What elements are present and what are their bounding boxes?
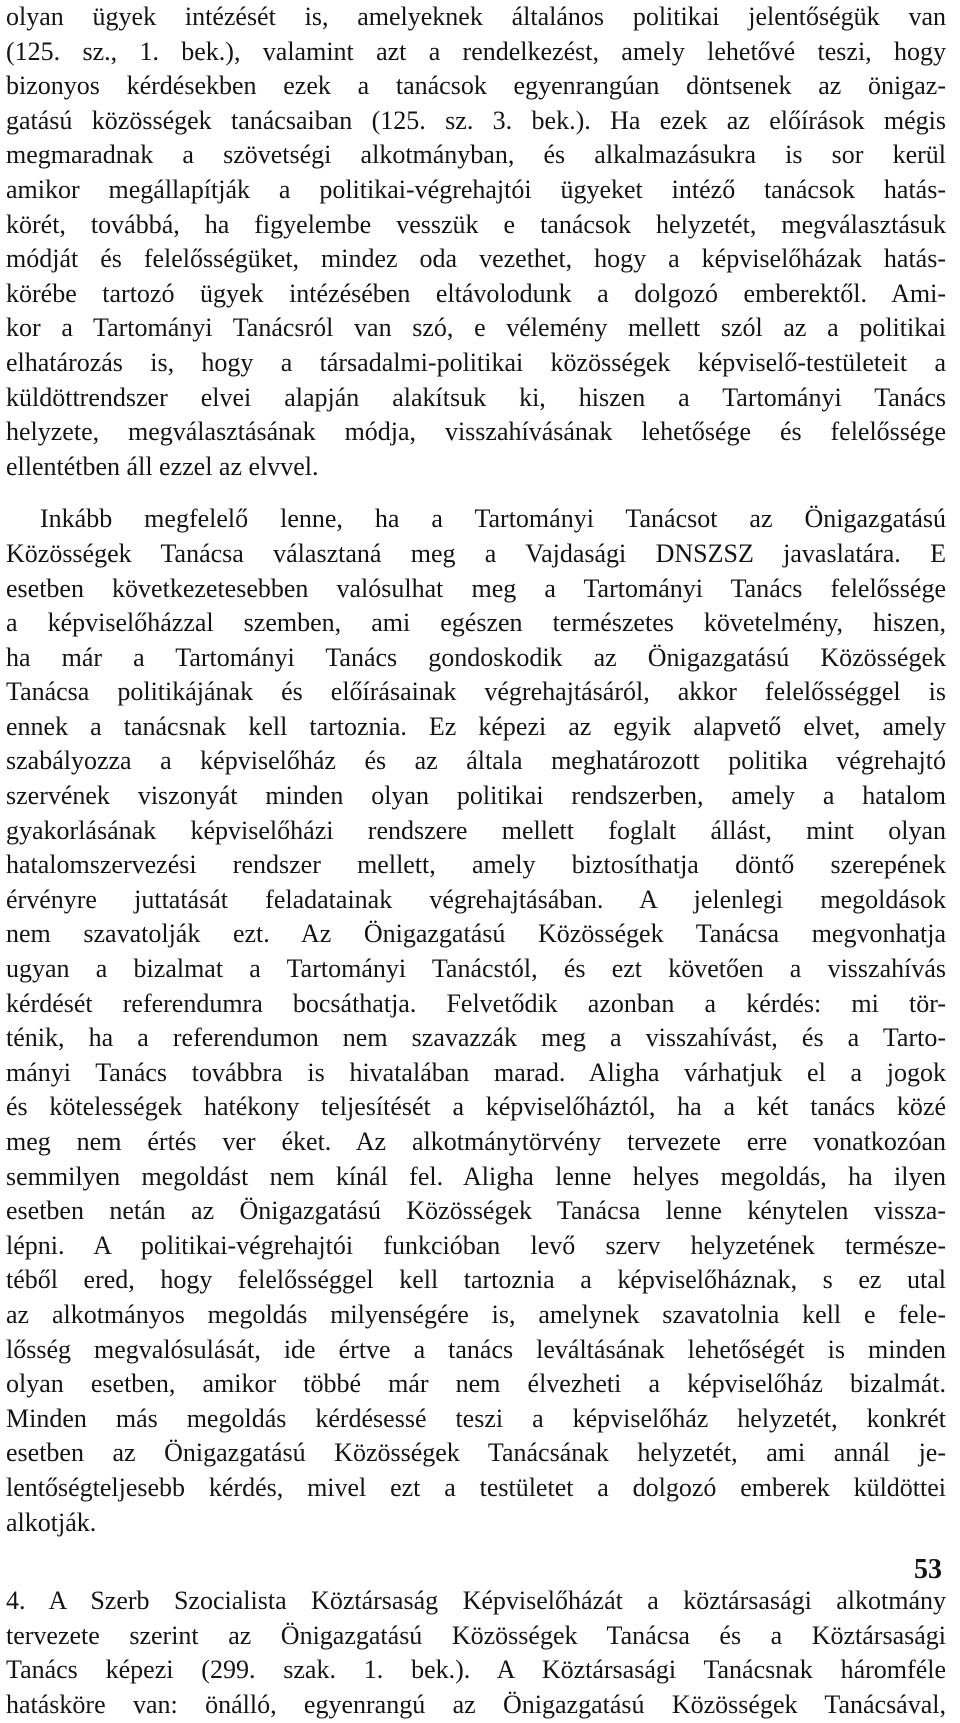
text-line: olyan esetben, amikor többé már nem élvezheti a képviselőház bizalmát. <box>6 1369 946 1399</box>
text-line: (125. sz., 1. bek.), valamint azt a rendelkezést, amely lehetővé teszi, hogy <box>6 36 946 66</box>
text-line: Közösségek Tanácsa választaná meg a Vajdasági DNSZSZ javaslatára. E <box>6 538 946 568</box>
text-line: ennek a tanácsnak kell tartoznia. Ez képezi az egyik alapvető elvet, amely <box>6 711 946 741</box>
text-line: Inkább megfelelő lenne, ha a Tartományi Tanácsot az Önigazgatású <box>40 504 946 534</box>
paragraph-2 <box>6 502 946 1540</box>
text-line: bizonyos kérdésekben ezek a tanácsok egyenrangúan döntsenek az önigaz- <box>6 71 946 101</box>
text-line: lépni. A politikai-végrehajtói funkcióban levő szerv helyzetének természe- <box>6 1230 946 1260</box>
text-line: küldöttrendszer elvei alapján alakítsuk ki, hiszen a Tartományi Tanács <box>6 382 946 412</box>
text-line: tervezete szerint az Önigazgatású Közösségek Tanácsa és a Köztársasági <box>6 1620 946 1650</box>
text-line: esetben netán az Önigazgatású Közösségek Tanácsa lenne kénytelen vissza- <box>6 1196 946 1226</box>
text-line: körét, továbbá, ha figyelembe vesszük e tanácsok helyzetét, megválasztásuk <box>6 209 946 239</box>
text-line: amikor megállapítják a politikai-végrehajtói ügyeket intéző tanácsok hatás- <box>6 174 946 204</box>
text-line: érvényre juttatását feladatainak végrehajtásában. A jelenlegi megoldások <box>6 884 946 914</box>
text-line: ténik, ha a referendumon nem szavazzák meg a visszahívást, és a Tarto- <box>6 1023 946 1053</box>
text-line: Tanácsa politikájának és előírásainak végrehajtásáról, akkor felelősséggel is <box>6 677 946 707</box>
text-line: olyan ügyek intézését is, amelyeknek általános politikai jelentőségük van <box>6 2 946 31</box>
text-line: elhatározás is, hogy a társadalmi-politikai közösségek képviselő-testületeit a <box>6 347 946 377</box>
document-page <box>6 0 946 1723</box>
text-line: alkotják. <box>6 1507 97 1537</box>
text-line: mányi Tanács továbbra is hivatalában marad. Aligha várhatjuk el a jogok <box>6 1057 946 1087</box>
text-line: hatásköre van: önálló, egyenrangú az Önigazgatású Közösségek Tanácsával, <box>6 1689 946 1719</box>
text-line: a képviselőházzal szemben, ami egészen természetes követelmény, hiszen, <box>6 608 946 638</box>
page-number: 53 <box>914 1554 942 1585</box>
text-line: meg nem értés ver éket. Az alkotmánytörvény tervezete erre vonatkozóan <box>6 1127 946 1156</box>
text-line: lentőségteljesebb kérdés, mivel ezt a testületet a dolgozó emberek küldöttei <box>6 1472 946 1502</box>
text-line: hatalomszervezési rendszer mellett, amely biztosíthatja döntő szerepének <box>6 850 946 880</box>
text-line: ellentétben áll ezzel az elvvel. <box>6 451 319 481</box>
text-line: körébe tartozó ügyek intézésében eltávolodunk a dolgozó emberektől. Ami- <box>6 278 946 308</box>
text-line: ugyan a bizalmat a Tartományi Tanácstól, és ezt követően a visszahívás <box>6 954 946 984</box>
text-line: semmilyen megoldást nem kínál fel. Aligha lenne helyes megoldás, ha ilyen <box>6 1161 946 1191</box>
text-line: lősség megvalósulását, ide értve a tanács leváltásának lehetőségét is minden <box>6 1334 946 1364</box>
paragraph-3 <box>6 1584 946 1722</box>
text-line: és kötelességek hatékony teljesítését a képviselőháztól, ha a két tanács közé <box>6 1092 946 1122</box>
text-line: szabályozza a képviselőház és az általa meghatározott politika végrehajtó <box>6 746 946 776</box>
text-line: gyakorlásának képviselőházi rendszere mellett foglalt állást, mint olyan <box>6 815 946 845</box>
text-line: 4. A Szerb Szocialista Köztársaság Képviselőházát a köztársasági alkotmány <box>6 1586 946 1616</box>
text-line: ha már a Tartományi Tanács gondoskodik az Önigazgatású Közösségek <box>6 642 946 672</box>
text-line: Minden más megoldás kérdésessé teszi a képviselőház helyzetét, konkrét <box>6 1403 946 1433</box>
paragraph-1 <box>6 0 946 484</box>
text-line: nem szavatolják ezt. Az Önigazgatású Közösségek Tanácsa megvonhatja <box>6 919 946 949</box>
text-line: Tanács képezi (299. szak. 1. bek.). A Köztársasági Tanácsnak háromféle <box>6 1655 946 1685</box>
text-line: szervének viszonyát minden olyan politikai rendszerben, amely a hatalom <box>6 781 946 811</box>
paragraph-spacer <box>6 1540 946 1584</box>
text-line: gatású közösségek tanácsaiban (125. sz. 3. bek.). Ha ezek az előírások mégis <box>6 105 946 135</box>
text-line: megmaradnak a szövetségi alkotmányban, és alkalmazásukra is sor kerül <box>6 140 946 170</box>
text-line: téből ered, hogy felelősséggel kell tartoznia a képviselőháznak, s ez utal <box>6 1265 946 1295</box>
text-line: esetben következetesebben valósulhat meg a Tartományi Tanács felelőssége <box>6 573 946 603</box>
text-line: kérdését referendumra bocsáthatja. Felvetődik azonban a kérdés: mi tör- <box>6 988 946 1018</box>
text-line: esetben az Önigazgatású Közösségek Tanácsának helyzetét, ami annál je- <box>6 1438 946 1468</box>
text-line: helyzete, megválasztásának módja, visszahívásának lehetősége és felelőssége <box>6 417 946 447</box>
text-line: módját és felelősségüket, mindez oda vezethet, hogy a képviselőházak hatás- <box>6 244 946 274</box>
text-line: kor a Tartományi Tanácsról van szó, e vélemény mellett szól az a politikai <box>6 313 946 343</box>
paragraph-spacer <box>6 484 946 502</box>
text-line: az alkotmányos megoldás milyenségére is, amelynek szavatolnia kell e fele- <box>6 1299 946 1329</box>
